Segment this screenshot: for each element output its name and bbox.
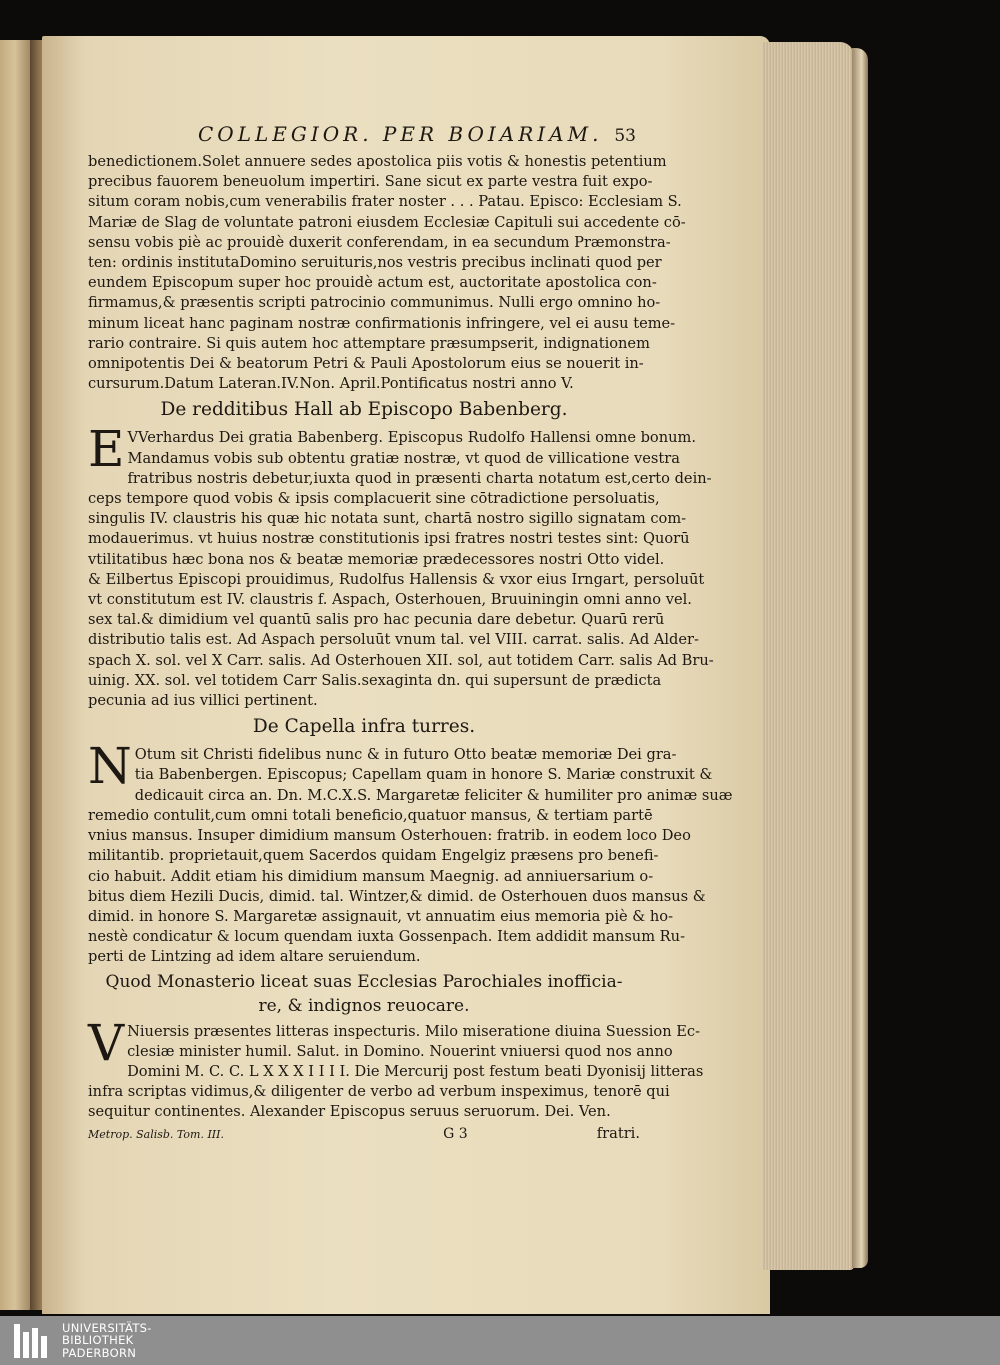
section-heading: De Capella infra turres. <box>252 716 476 738</box>
text-line: cio habuit. Addit etiam his dimidium mansum Maegnig. ad anniuersarium o- <box>88 867 654 885</box>
text-line: situm coram nobis,cum venerabilis frater noster . . . Patau. Episco: Ecclesiam S. <box>88 193 682 211</box>
text-line: Otum sit Christi fidelibus nunc & in futuro Otto beatæ memoriæ Dei gra- <box>134 746 677 764</box>
text-line: fratribus nostris debetur,iuxta quod in præsenti charta notatum est,certo dein- <box>127 469 712 487</box>
text-line: minum liceat hanc paginam nostræ confirmationis infringere, vel ei ausu teme- <box>88 314 676 332</box>
text-line: modauerimus. vt huius nostræ constitutionis ipsi fratres nostri testes sint: Quorū <box>88 530 690 548</box>
running-head: COLLEGIOR. PER BOIARIAM. <box>198 122 603 146</box>
text-line: ten: ordinis institutaDomino seruituris,nos vestris precibus inclinati quod per <box>88 254 662 272</box>
text-line: benedictionem.Solet annuere sedes apostolica piis votis & honestis petentium <box>88 153 667 170</box>
library-name <box>62 1322 152 1360</box>
text-line: vnius mansus. Insuper dimidium mansum Osterhouen: fratrib. in eodem loco Deo <box>88 827 691 845</box>
text-line: eundem Episcopum super hoc prouidè actum est, auctoritate apostolica con- <box>88 274 657 292</box>
drop-cap: E <box>88 420 125 479</box>
text-line: vtilitatibus hæc bona nos & beatæ memoriæ prædecessores nostri Otto videl. <box>88 550 665 568</box>
signature-line: Metrop. Salisb. Tom. III. <box>88 1127 224 1141</box>
catchword: fratri. <box>596 1124 640 1142</box>
page-fore-edge <box>762 42 854 1270</box>
section-heading: De redditibus Hall ab Episcopo Babenberg. <box>160 399 568 421</box>
library-name-line: UNIVERSITÄTS- <box>62 1320 152 1335</box>
text-line: rario contraire. Si quis autem hoc attemptare præsumpserit, indignationem <box>88 334 650 352</box>
text-line: Mariæ de Slag de voluntate patroni eiusdem Ecclesiæ Capituli sui accedente cō- <box>88 213 686 231</box>
text-line: pecunia ad ius villici pertinent. <box>88 692 318 710</box>
text-line: sequitur continentes. Alexander Episcopus seruus seruorum. Dei. Ven. <box>88 1103 611 1121</box>
section-heading-line: re, & indignos reuocare. <box>258 995 470 1016</box>
text-line: bitus diem Hezili Ducis, dimid. tal. Wintzer,& dimid. de Osterhouen duos mansus & <box>88 887 706 905</box>
text-line: spach X. sol. vel X Carr. salis. Ad Osterhouen XII. sol, aut totidem Carr. salis Ad Bru- <box>88 651 714 669</box>
library-logo-icon <box>14 1324 50 1358</box>
text-line: militantib. proprietauit,quem Sacerdos quidam Engelgiz præsens pro benefi- <box>88 847 659 865</box>
text-line: dedicauit circa an. Dn. M.C.X.S. Margaretæ feliciter & humiliter pro animæ suæ <box>134 786 733 804</box>
text-line: firmamus,& præsentis scripti patrocinio communimus. Nulli ergo omnino ho- <box>88 294 661 312</box>
text-line: Mandamus vobis sub obtentu gratiæ nostræ, vt quod de villicatione vestra <box>127 449 680 467</box>
text-line: uinig. XX. sol. vel totidem Carr Salis.sexaginta dn. qui supersunt de prædicta <box>88 671 662 689</box>
page-number: 53 <box>614 126 636 146</box>
text-line: VVerhardus Dei gratia Babenberg. Episcopus Rudolfo Hallensi omne bonum. <box>127 429 696 447</box>
text-line: dimid. in honore S. Margaretæ assignauit, vt annuatim eius memoria piè & ho- <box>88 907 674 925</box>
text-line: tia Babenbergen. Episcopus; Capellam quam in honore S. Mariæ construxit & <box>134 766 713 784</box>
page-text <box>88 122 733 1142</box>
library-footer-bar <box>0 1316 1000 1365</box>
drop-cap: N <box>88 737 132 796</box>
text-line: precibus fauorem beneuolum impertiri. Sane sicut ex parte vestra fuit expo- <box>88 173 653 191</box>
library-name-line: BIBLIOTHEK <box>62 1333 134 1348</box>
paragraph-capella <box>88 737 733 967</box>
page-header <box>198 122 640 146</box>
text-line: vt constitutum est IV. claustris f. Aspach, Osterhouen, Bruuiningin omni anno vel. <box>88 591 692 609</box>
text-line: sex tal.& dimidium vel quantū salis pro hac pecunia dare debetur. Quarū rerū <box>88 611 665 629</box>
text-line: perti de Lintzing ad idem altare seruiendum. <box>88 948 421 966</box>
text-line: ceps tempore quod vobis & ipsis complacuerit sine cōtradictione persoluatis, <box>88 490 660 508</box>
text-line: cursurum.Datum Lateran.IV.Non. April.Pontificatus nostri anno V. <box>88 375 574 393</box>
library-name-line: PADERBORN <box>62 1345 137 1360</box>
paragraph-milo <box>88 1013 704 1123</box>
text-line: Niuersis præsentes litteras inspecturis. Milo miseratione diuina Suession Ec- <box>127 1022 700 1040</box>
text-line: nestè condicatur & locum quendam iuxta Gossenpach. Item addidit mansum Ru- <box>88 928 685 946</box>
text-line: omnipotentis Dei & beatorum Petri & Pauli Apostolorum eius se nouerit in- <box>88 355 644 373</box>
text-line: sensu vobis piè ac prouidè duxerit conferendam, in ea secundum Præmonstra- <box>88 233 671 251</box>
signature-mark: G 3 <box>443 1125 468 1142</box>
drop-cap: V <box>88 1013 125 1072</box>
page-footer <box>88 1125 640 1142</box>
text-line: remedio contulit,cum omni totali beneficio,quatuor mansus, & tertiam partē <box>88 806 653 824</box>
text-line: infra scriptas vidimus,& diligenter de verbo ad verbum inspeximus, tenorē qui <box>88 1083 670 1101</box>
text-line: & Eilbertus Episcopi prouidimus, Rudolfus Hallensis & vxor eius Irngart, persoluūt <box>88 570 705 588</box>
section-heading <box>88 970 640 1018</box>
paragraph-redditibus <box>88 420 714 711</box>
text-line: distributio talis est. Ad Aspach persoluūt vnum tal. vel VIII. carrat. salis. Ad Alder- <box>88 631 699 649</box>
paragraph-papal-confirmation <box>88 152 686 394</box>
text-line: Domini M. C. C. L X X X I I I I. Die Mercurij post festum beati Dyonisij litteras <box>127 1062 704 1080</box>
text-line: clesiæ minister humil. Salut. in Domino. Nouerint vniuersi quod nos anno <box>127 1042 673 1060</box>
text-line: singulis IV. claustris his quæ hic notata sunt, chartā nostro sigillo signatam com- <box>88 510 687 528</box>
section-heading-line: Quod Monasterio liceat suas Ecclesias Parochiales inofficia- <box>105 971 623 992</box>
book-cover-edge <box>852 48 868 1268</box>
